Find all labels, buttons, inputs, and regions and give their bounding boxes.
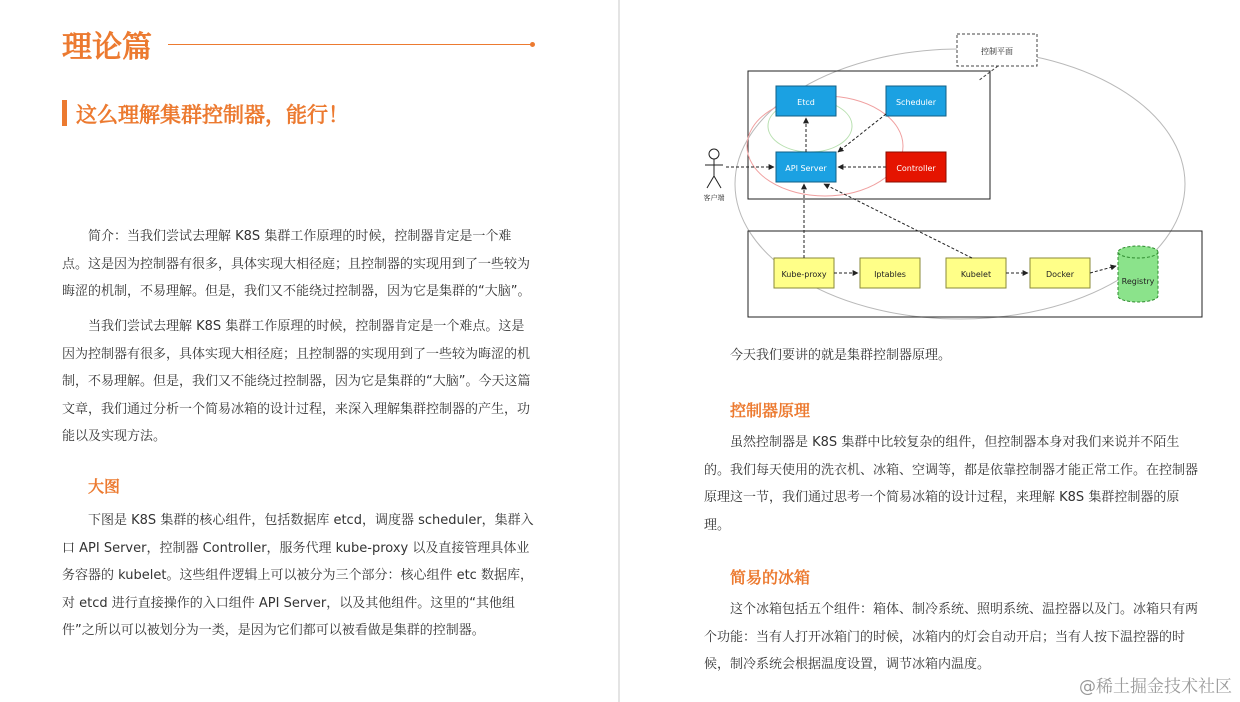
docker-to-registry-arrow xyxy=(1090,266,1116,273)
subheading-big-picture: 大图 xyxy=(88,477,121,496)
kube-proxy-label: Kube-proxy xyxy=(781,270,827,279)
etcd-label: Etcd xyxy=(797,98,815,107)
api-server-label: API Server xyxy=(785,164,827,173)
watermark: @稀土掘金技术社区 xyxy=(1079,677,1232,697)
k8s-architecture-diagram xyxy=(700,26,1220,326)
docker-label: Docker xyxy=(1045,270,1075,279)
control-plane-label: 控制平面 xyxy=(981,47,1013,56)
section-marker xyxy=(62,100,67,126)
callout-leader xyxy=(978,66,998,81)
kubelet-label: Kubelet xyxy=(960,270,992,279)
client-label: 客户端 xyxy=(703,194,725,202)
chapter-rule xyxy=(168,44,534,45)
scheduler-label: Scheduler xyxy=(895,98,937,107)
body-paragraph: 当我们尝试去理解 K8S 集群工作原理的时候，控制器肯定是一个难点。这是因为控制器有很多，具体实现大相径庭；且控制器的实现用到了一些较为晦涩的机制，不易理解。但是，我们又不能绕过控制器，因为它是集群的“大脑”。今天这篇文章，我们通过分析一个简易冰箱的设计过程，来深入理解集群控制器的产生，功能以及实现方法。 xyxy=(62,319,531,444)
section-title: 这么理解集群控制器，能行！ xyxy=(76,103,349,127)
registry-database xyxy=(1118,246,1158,302)
intro-paragraph: 简介：当我们尝试去理解 K8S 集群工作原理的时候，控制器肯定是一个难点。这是因为控制器有很多，具体实现大相径庭；且控制器的实现用到了一些较为晦涩的机制，不易理解。但是，我们又不能绕过控制器，因为它是集群的“大脑”。 xyxy=(62,229,531,299)
page-gutter xyxy=(618,0,620,702)
chapter-title: 理论篇 xyxy=(62,30,152,65)
body-paragraph: 下图是 K8S 集群的核心组件，包括数据库 etcd，调度器 scheduler，集群入口 API Server，控制器 Controller，服务代理 kube-proxy 以及直接管理具体业务容器的 kubelet。这些组件逻辑上可以被分为三个部分：核心组件 etc 数据库，对 etcd 进行直接操作的入口组件 API Server，以及其他组件。这里的“其他组件”之所以可以被划分为一类，是因为它们都可以被看做是集群的控制器。 xyxy=(62,513,534,638)
intro-sentence: 今天我们要讲的就是集群控制器原理。 xyxy=(730,348,952,363)
controller-label: Controller xyxy=(896,164,936,173)
kubelet-to-api-arrow xyxy=(824,184,972,258)
scheduler-to-api-arrow xyxy=(838,114,886,152)
body-paragraph: 这个冰箱包括五个组件：箱体、制冷系统、照明系统、温控器以及门。冰箱只有两个功能：当有人打开冰箱门的时候，冰箱内的灯会自动开启；当有人按下温控器的时候，制冷系统会根据温度设置，调节冰箱内温度。 xyxy=(704,602,1199,672)
subheading-controller-principle: 控制器原理 xyxy=(730,401,811,420)
left-page xyxy=(0,0,618,702)
subheading-simple-fridge: 简易的冰箱 xyxy=(730,568,811,587)
client-icon xyxy=(705,149,723,188)
body-paragraph: 虽然控制器是 K8S 集群中比较复杂的组件，但控制器本身对我们来说并不陌生的。我们每天使用的洗衣机、冰箱、空调等，都是依靠控制器才能正常工作。在控制器原理这一节，我们通过思考一个简易冰箱的设计过程，来理解 K8S 集群控制器的原理。 xyxy=(704,435,1199,533)
chapter-rule-dot xyxy=(530,42,535,47)
iptables-label: Iptables xyxy=(874,270,906,279)
right-page xyxy=(622,0,1240,702)
registry-label: Registry xyxy=(1121,277,1155,286)
